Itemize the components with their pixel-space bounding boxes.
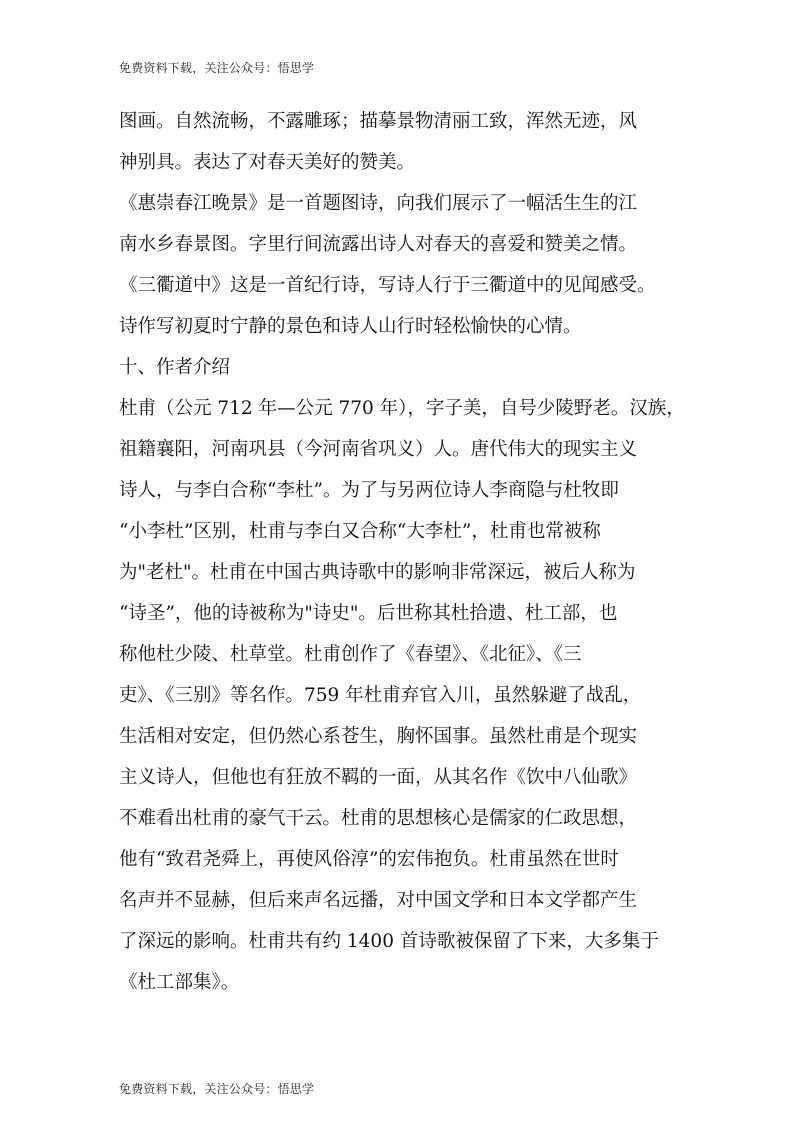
text-line: 不难看出杜甫的豪气干云。杜甫的思想核心是儒家的仁政思想， bbox=[119, 808, 638, 829]
text-line: 名声并不显赫，但后来声名远播，对中国文学和日本文学都产生 bbox=[119, 890, 638, 911]
footer-note: 免费资料下载，关注公众号：悟思学 bbox=[119, 1082, 315, 1096]
document-body bbox=[119, 101, 694, 1003]
text-line: 神别具。表达了对春天美好的赞美。 bbox=[119, 152, 416, 173]
text-line: 生活相对安定，但仍然心系苍生，胸怀国事。虽然杜甫是个现实 bbox=[119, 726, 638, 747]
text-line: 他有“致君尧舜上，再使风俗淳”的宏伟抱负。杜甫虽然在世时 bbox=[119, 849, 619, 870]
text-line: “诗圣”，他的诗被称为"诗史"。后世称其杜拾遗、杜工部，也 bbox=[119, 603, 618, 624]
text-line: 为"老杜"。杜甫在中国古典诗歌中的影响非常深远，被后人称为 bbox=[119, 562, 636, 583]
text-line: 图画。自然流畅，不露雕琢；描摹景物清丽工致，浑然无迹，风 bbox=[119, 111, 638, 132]
text-line: 吏》、《三别》等名作。759 年杜甫弃官入川，虽然躲避了战乱， bbox=[119, 685, 642, 706]
header-note: 免费资料下载，关注公众号：悟思学 bbox=[119, 61, 315, 75]
text-line: 南水乡春景图。字里行间流露出诗人对春天的喜爱和赞美之情。 bbox=[119, 234, 638, 255]
text-line: “小李杜”区别，杜甫与李白又合称“大李杜”，杜甫也常被称 bbox=[119, 521, 601, 542]
text-line: 主义诗人，但他也有狂放不羁的一面，从其名作《饮中八仙歌》 bbox=[119, 767, 638, 788]
text-line: 诗作写初夏时宁静的景色和诗人山行时轻松愉快的心情。 bbox=[119, 316, 582, 337]
text-line: 祖籍襄阳，河南巩县（今河南省巩义）人。唐代伟大的现实主义 bbox=[119, 439, 638, 460]
text-line: 《三衢道中》这是一首纪行诗，写诗人行于三衢道中的见闻感受。 bbox=[119, 275, 656, 296]
text-line: 杜甫（公元 712 年—公元 770 年），字子美，自号少陵野老。汉族， bbox=[119, 398, 685, 419]
text-line: 《惠崇春江晚景》是一首题图诗，向我们展示了一幅活生生的江 bbox=[119, 193, 638, 214]
text-line: 了深远的影响。杜甫共有约 1400 首诗歌被保留了下来，大多集于 bbox=[119, 931, 659, 952]
text-line: 称他杜少陵、杜草堂。杜甫创作了《春望》、《北征》、《三 bbox=[119, 644, 582, 665]
section-heading: 十、作者介绍 bbox=[119, 357, 231, 378]
text-line: 《杜工部集》。 bbox=[119, 972, 240, 993]
text-line: 诗人，与李白合称“李杜”。为了与另两位诗人李商隐与杜牧即 bbox=[119, 480, 619, 501]
